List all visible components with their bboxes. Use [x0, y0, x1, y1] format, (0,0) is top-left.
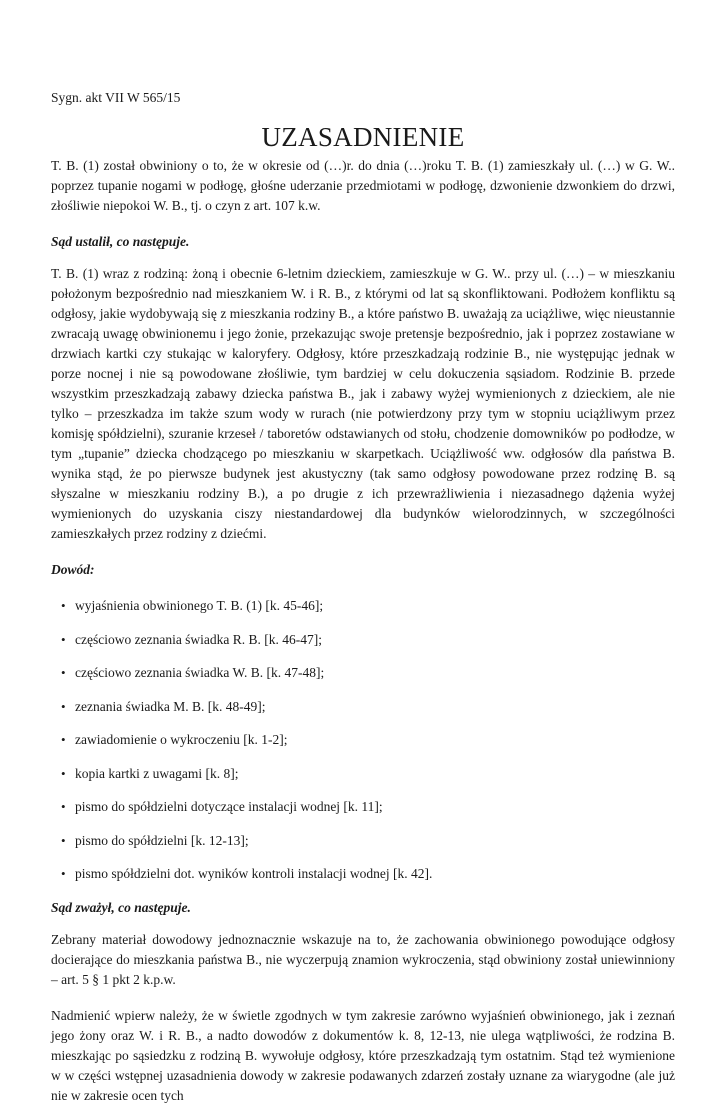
evidence-list: [51, 596, 675, 884]
evidence-item-text: zawiadomienie o wykroczeniu [k. 1-2];: [75, 732, 288, 747]
established-heading: Sąd ustalił, co następuje.: [51, 234, 190, 249]
bullet-icon: •: [61, 598, 66, 613]
evidence-item-text: zeznania świadka M. B. [k. 48-49];: [75, 698, 266, 714]
evidence-item: [51, 864, 675, 884]
case-signature: Sygn. akt VII W 565/15: [51, 90, 181, 105]
evidence-item: [51, 697, 675, 717]
evidence-item-text: wyjaśnienia obwinionego T. B. (1) [k. 45-46];: [75, 598, 324, 613]
evidence-heading: Dowód:: [51, 562, 95, 577]
evidence-item: [51, 663, 675, 683]
evidence-item: [51, 630, 675, 650]
weighed-heading: Sąd zważył, co następuje.: [51, 900, 191, 915]
facts-paragraph: T. B. (1) wraz z rodziną: żoną i obecnie 6-letnim dzieckiem, zamieszkuje w G. W.. przy ul. (…) – w mieszkaniu położonym bezpośrednio nad mieszkaniem W. i R. B., z którymi od lat są skonfliktowani. Podłożem konfliktu są odgłosy, jakie wydobywają się z mieszkania rodziny B., a które państwo B. uważają za uciążliwe, więc nieustannie zwracają uwagę obwinionemu i jego żonie, przekazując swoje pretensje bezpośrednio, jak i poprzez zostawiane w drzwiach kartki czy stukając w kaloryfery. Odgłosy, które przeszkadzają rodzinie B., nie występując jednak w porze nocnej i nie są powodowane złośliwie, tym bardziej w celu dokuczenia sąsiadom. Rodzinie B. przede wszystkim przeszkadzają zabawy dziecka państwa B., jak i zabawy wyżej wymienionych z dzieckiem, ale nie tylko – przeszkadza im także szum wody w rurach (nie potwierdzony przy tym w stopniu uciążliwym przez komisję spółdzielni), szuranie krzeseł / taboretów odstawianych od stołu, chodzenie domowników po podłodze, w tym „tupanie” dziecka chodzącego po mieszkaniu w skarpetkach. Uciążliwość ww. odgłosów dla państwa B. wynika stąd, że po pierwsze budynek jest akustyczny (tak samo odgłosy powodowane przez rodzinę B. są słyszalne w mieszkaniu rodziny B.), a po drugie z ich przewrażliwienia i niezasadnego dążenia wyżej wymienionych do uzyskania ciszy niestandardowej dla budynków wielorodzinnych, w szczególności zamieszkałych przez rodziny z dziećmi.: [51, 266, 675, 541]
bullet-icon: •: [61, 765, 66, 781]
bullet-icon: •: [61, 832, 66, 848]
evidence-item-text: pismo spółdzielni dot. wyników kontroli instalacji wodnej [k. 42].: [75, 866, 433, 881]
evidence-item: [51, 831, 675, 851]
bullet-icon: •: [61, 698, 66, 714]
charge-paragraph: T. B. (1) został obwiniony o to, że w okresie od (…)r. do dnia (…)roku T. B. (1) zamieszkały ul. (…) w G. W.. poprzez tupanie nogami w podłogę, głośne uderzanie przedmiotami w podłogę, dzwonienie dzwonkiem do drzwi, złośliwie niepokoi W. B., tj. o czyn z art. 107 k.w.: [51, 158, 675, 213]
bullet-icon: •: [61, 631, 66, 647]
evidence-item: [51, 596, 675, 616]
evidence-item: [51, 764, 675, 784]
document-page: [51, 88, 675, 1120]
document-title: UZASADNIENIE: [261, 122, 465, 152]
evidence-item-text: pismo do spółdzielni dotyczące instalacji wodnej [k. 11];: [75, 799, 383, 814]
bullet-icon: •: [61, 866, 66, 881]
evidence-item-text: częściowo zeznania świadka R. B. [k. 46-47];: [75, 631, 323, 647]
evidence-item-text: pismo do spółdzielni [k. 12-13];: [75, 832, 249, 848]
bullet-icon: •: [61, 799, 66, 814]
reasoning-paragraph: Nadmienić wpierw należy, że w świetle zgodnych w tym zakresie zarówno wyjaśnień obwinionego, jak i zeznań jego żony oraz W. i R. B., a nadto dowodów z dokumentów k. 8, 12-13, nie ulega wątpliwości, że rodzina B. mieszkając po sąsiedzku z rodziną B. wywołuje odgłosy, które przeszkadzają tym ostatnim. Stąd też wymienione w w części wstępnej uzasadnienia dowody w zakresie podawanych zdarzeń zostały uznane za wiarygodne (ale już nie w zakresie ocen tych: [51, 1008, 675, 1103]
conclusion-paragraph: Zebrany materiał dowodowy jednoznacznie wskazuje na to, że zachowania obwinionego powodujące odgłosy docierające do mieszkania państwa B., nie wyczerpują znamion wykroczenia, stąd obwiniony został uniewinniony – art. 5 § 1 pkt 2 k.p.w.: [51, 932, 675, 987]
bullet-icon: •: [61, 665, 66, 680]
evidence-item-text: kopia kartki z uwagami [k. 8];: [75, 765, 239, 781]
evidence-item: [51, 797, 675, 817]
evidence-item: [51, 730, 675, 750]
bullet-icon: •: [61, 732, 66, 747]
evidence-item-text: częściowo zeznania świadka W. B. [k. 47-48];: [75, 665, 325, 680]
